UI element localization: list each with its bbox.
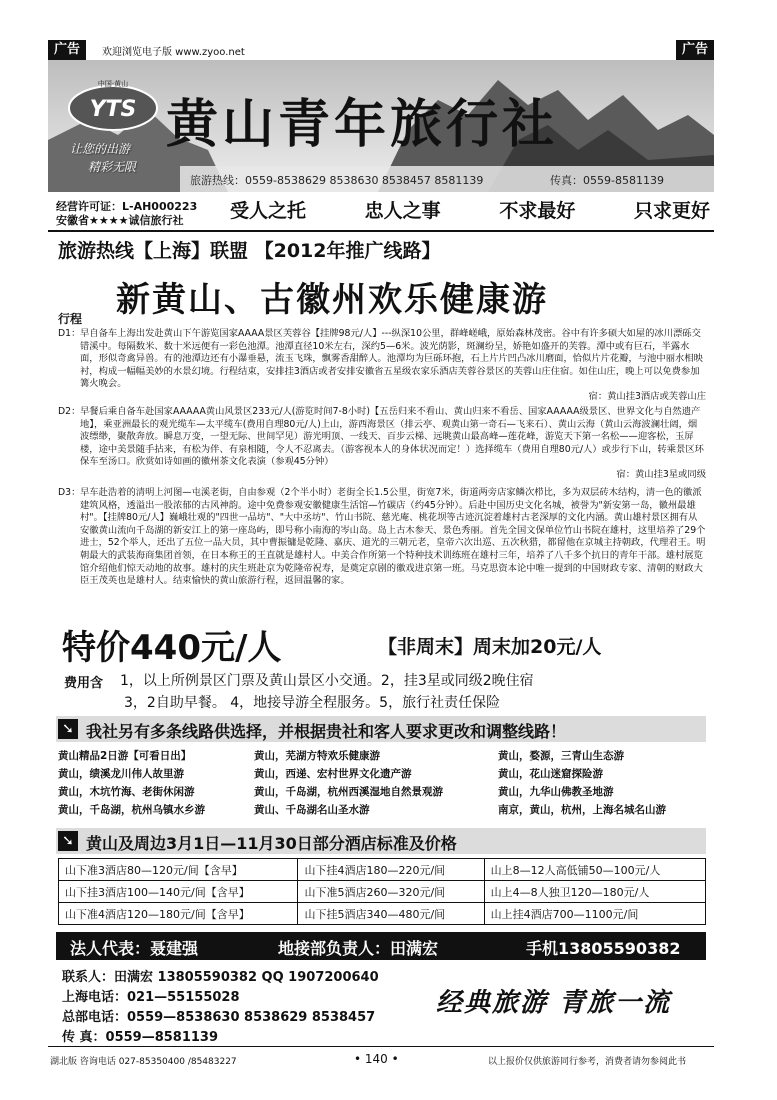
top-bar	[48, 40, 714, 60]
arrow-icon: ➘	[58, 719, 78, 739]
table-cell: 山下准3酒店80—120元/间【含早】	[59, 859, 298, 881]
footer-left: 湖北版 咨询电话 027-85350400 /85483227	[50, 1057, 237, 1067]
license-block	[56, 200, 197, 228]
table-row	[59, 881, 706, 903]
promo-title: 新黄山、古徽州欢乐健康游	[116, 280, 548, 320]
fax-number: 传 真：0559—8581139	[62, 1030, 219, 1045]
logo-text: YTS	[89, 97, 137, 122]
divider	[48, 230, 714, 232]
route-title: 旅游热线【上海】联盟 【2012年推广线路】	[58, 240, 441, 262]
day-text: 早自备车上海出发赴黄山下午游览国家AAAA景区芙蓉谷【挂牌98元/人】---纵深10公里，群峰嵯峨，原始森林茂密。谷中有许多硕大如屋的冰川漂砾交错溪中。每隔数米、数十米远便有一彩色池潭。池潭直径10米左右，深约5—6米。波光荫影，斑澜纷呈，娇艳如盛开的芙蓉。潭中或有巨石，半露水面，形似奇禽异兽。有的池潭边还有小瀑垂悬，流玉飞珠，飘雾香甜醉人。池潭均为巨砾环抱，石上片片凹凸冰川磨面，恰似片片花瓣，与池中丽水相映衬，构成一幅幅美妙的水景幻境。行程结束，安排挂3酒店或者安排安徽省五星级农家乐酒店芙蓉谷景区的芙蓉山庄住宿。如住山庄，晚上可以免费参加篝火晚会。	[80, 328, 703, 390]
route-item: 黄山，花山迷窟探险游	[498, 768, 603, 780]
route-item: 黄山、千岛湖名山圣水游	[254, 804, 370, 816]
route-item: 黄山，九华山佛教圣地游	[498, 786, 614, 798]
route-item: 黄山，千岛湖，杭州西溪湿地自然景观游	[254, 786, 443, 798]
day-label: D2：	[58, 406, 81, 417]
motto-4: 只求更好	[633, 200, 710, 222]
local-manager: 地接部负责人：田满宏	[278, 939, 439, 958]
includes-line-2: 3，2自助早餐。 4，地接导游全程服务。5，旅行社责任保险	[124, 695, 501, 711]
legal-bar	[56, 932, 706, 960]
more-routes-banner	[56, 716, 706, 742]
ad-tag-right: 广告	[676, 40, 714, 60]
route-item: 黄山，绩溪龙川伟人故里游	[58, 768, 184, 780]
motto-row	[230, 196, 710, 223]
table-cell: 山上8—12人高低铺50—100元/人	[484, 859, 705, 881]
ad-tag-left: 广告	[48, 40, 86, 60]
route-item: 黄山，芜湖方特欢乐健康游	[254, 750, 380, 762]
hotel-price-table	[58, 858, 706, 925]
hq-phone: 总部电话：0559—8538630 8538629 8538457	[62, 1010, 376, 1025]
welcome-text: 欢迎浏览电子版 www.zyoo.net	[102, 47, 245, 58]
arrow-icon: ➘	[58, 831, 78, 851]
table-cell: 山下挂5酒店340—480元/间	[298, 903, 484, 925]
more-routes-text: 我社另有多条线路供选择，并根据贵社和客人要求更改和调整线路！	[86, 722, 567, 741]
legal-representative: 法人代表：聂建强	[70, 939, 199, 958]
slogan	[70, 140, 136, 176]
route-item: 南京，黄山，杭州，上海名城名山游	[498, 804, 666, 816]
day-label: D3：	[58, 487, 81, 498]
shanghai-phone: 上海电话：021—55155028	[62, 990, 240, 1005]
special-price: 特价440元/人	[62, 628, 282, 668]
table-cell: 山下准4酒店120—180元/间【含早】	[59, 903, 298, 925]
route-item: 黄山，婺源，三青山生态游	[498, 750, 624, 762]
footer-disclaimer: 以上报价仅供旅游同行参考，消费者请勿参阅此书	[488, 1057, 687, 1067]
license-number: 经营许可证：L-AH000223	[56, 200, 198, 213]
price-note: 【非周末】周末加20元/人	[378, 636, 602, 658]
table-row	[59, 903, 706, 925]
includes-line-1: 1，以上所例景区门票及黄山景区小交通。2，挂3星或同级2晚住宿	[120, 673, 534, 689]
table-cell: 山下挂4酒店180—220元/间	[298, 859, 484, 881]
yts-logo	[66, 76, 160, 134]
table-cell: 山上挂4酒店700—1100元/间	[484, 903, 705, 925]
header-banner	[48, 60, 714, 192]
day-lodging: 宿：黄山挂3星或同级	[616, 468, 706, 480]
mobile-number: 手机13805590382	[526, 939, 681, 958]
agency-name: 黄山青年旅行社	[166, 94, 559, 155]
table-cell: 山上4—8人独卫120—180元/人	[484, 881, 705, 903]
calligraphy-slogan: 经典旅游 青旅一流	[436, 988, 672, 1018]
slogan-line-2: 精彩无限	[88, 160, 137, 174]
route-item: 黄山精品2日游【可看日出】	[58, 750, 192, 762]
header-fax: 传真：0559-8581139	[550, 174, 664, 187]
hotel-price-title: 黄山及周边3月1日—11月30日部分酒店标准及价格	[86, 834, 457, 853]
footer-divider	[48, 1046, 714, 1047]
header-hotline: 旅游热线：0559-8538629 8538630 8538457 8581139	[190, 174, 484, 187]
route-item: 黄山，西递、宏村世界文化遗产游	[254, 768, 412, 780]
day-lodging: 宿：黄山挂3酒店或芙蓉山庄	[588, 390, 706, 402]
day-text: 早餐后乘自备车赴国家AAAAA黄山风景区233元/人(游览时间7-8小时)【五岳归来不看山、黄山归来不看岳、国家AAAAA级景区、世界文化与自然遗产地】，乘亚洲最长的观光缆车—太平缆车(费用自理80元/人)上山，游西海景区（排云亭、观黄山第一奇石—飞来石）、黄山云海（黄山云海波澜壮阔，烟波缥缈，聚散奔放。瞬息万变，一望无际、世间罕见）游光明顶、一线天、百步云梯、远眺黄山最高峰—莲花峰，游览天下第一名松——迎客松，玉屏楼，途中美景随手拈来，有松为伴、有泉相随，令人不忍离去。（游客视本人的身体状况而定！）选择缆车（费用自理80元/人）或步行下山，转乘景区环保车至汤口。欣赏如诗如画的徽州茶文化表演（参观45分钟）	[80, 406, 704, 468]
hotel-price-banner	[56, 828, 706, 854]
itinerary-day-1	[58, 328, 706, 404]
table-cell: 山下挂3酒店100—140元/间【含早】	[59, 881, 298, 903]
motto-1: 受人之托	[230, 200, 307, 222]
includes-label: 费用含	[64, 676, 104, 691]
itinerary-day-3	[58, 487, 706, 615]
itinerary-day-2	[58, 406, 706, 490]
motto-3: 不求最好	[499, 200, 576, 222]
page-number: • 140 •	[354, 1052, 399, 1066]
day-label: D1：	[58, 328, 81, 339]
slogan-line-1: 让您的出游	[70, 142, 131, 156]
day-text: 早车赴浩着的清明上河图—屯溪老街，自由参观（2个半小时）老街全长1.5公里，街宽7米，街道两旁店家鳞次栉比，多为双层砖木结构，清一色的徽派建筑风格，透溢出一股浓郁的古风神韵。途中免费参观安徽健康生活馆—竹碳店（约45分钟）。后赴中国历史文化名城，被誉为"新安第一岛，徽州最雄村"。【挂牌80元/人】巍峨壮观的"四世一品坊"、"大中丞坊"、竹山书院、慈光庵、桃花坝等古迹沉淀着雄村古老深厚的文化内涵。黄山雄村景区拥有从安徽黄山流向千岛湖的新安江上的第一座岛屿，即号称小南海的岑山岛。岛上古木参天、景色秀丽。首先全国文保单位竹山书院在雄村，这里培养了29个进士，52个举人，还出了五位一品大员，其中曹振镛是乾隆、嘉庆、道光的三朝元老，皇帝六次出巡、五次秋猎，都留他在京城主持朝政，代理君王。明朝最大的武装海商集团首领，在日本称王的王直就是雄村人。中美合作所第一个特种技术训练班在雄村三年，培养了八千多个抗日的青年干部。雄村展览馆介绍他们惊天动地的故事。雄村的庆生班赴京为乾隆帝祝寿，是奠定京剧的徽戏进京第一班。马克思资本论中唯一提到的中国财政专家、清朝的财政大臣王茂英也是雄村人。结束愉快的黄山旅游行程，返回温馨的家。	[80, 487, 706, 587]
logo-small-text: 中国·黄山	[97, 80, 129, 88]
itinerary-label: 行程	[58, 312, 83, 326]
route-item: 黄山，木坑竹海、老街休闲游	[58, 786, 195, 798]
credit-rating: 安徽省★★★★诚信旅行社	[56, 214, 184, 227]
contact-person: 联系人：田满宏 13805590382 QQ 1907200640	[62, 970, 379, 985]
route-item: 黄山，千岛湖，杭州乌镇水乡游	[58, 804, 205, 816]
table-cell: 山下准5酒店260—320元/间	[298, 881, 484, 903]
table-row	[59, 859, 706, 881]
motto-2: 忠人之事	[364, 200, 441, 222]
